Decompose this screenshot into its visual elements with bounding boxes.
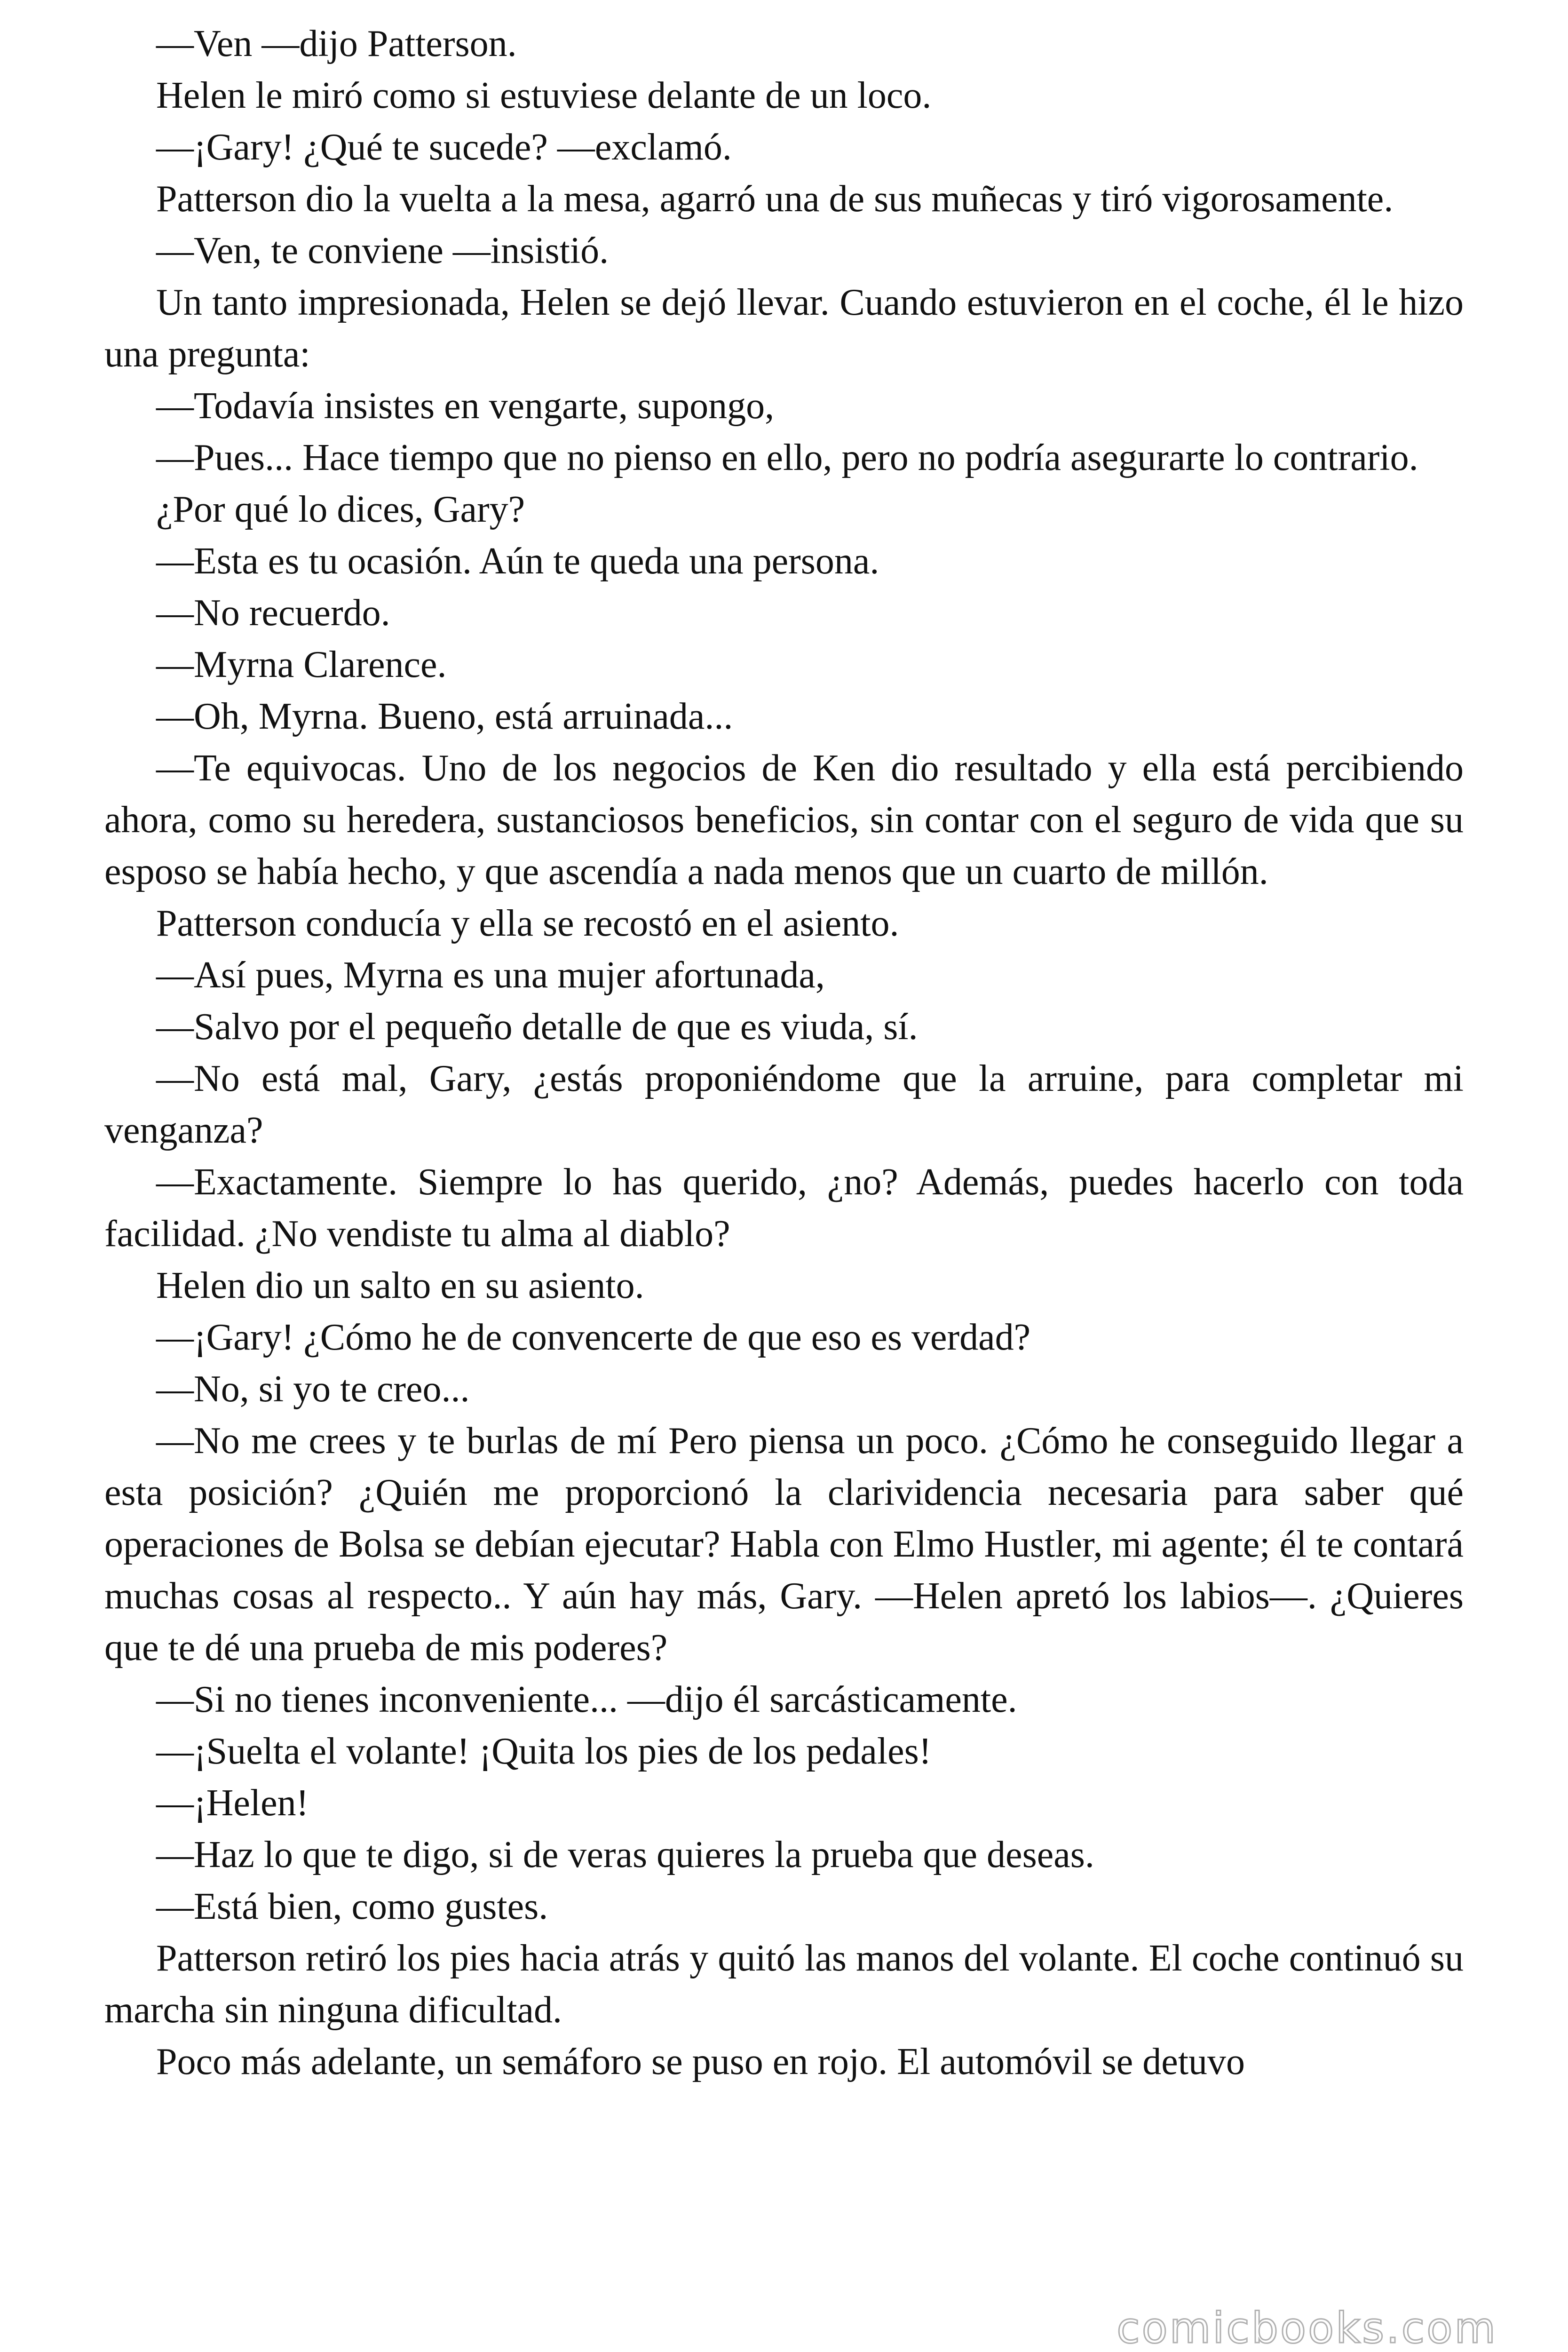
paragraph: —No está mal, Gary, ¿estás proponiéndome que la arruine, para completar mi venganza? <box>104 1058 1464 1151</box>
paragraph: —¡Suelta el volante! ¡Quita los pies de los pedales! <box>156 1731 932 1772</box>
paragraph: —No recuerdo. <box>156 592 390 634</box>
paragraph: —¡Gary! ¿Qué te sucede? —exclamó. <box>156 127 732 168</box>
paragraph: —Está bien, como gustes. <box>156 1886 548 1927</box>
paragraph: —Myrna Clarence. <box>156 644 447 685</box>
paragraph: —Haz lo que te digo, si de veras quieres la prueba que deseas. <box>156 1834 1094 1875</box>
paragraph: Helen dio un salto en su asiento. <box>156 1265 644 1306</box>
paragraph: —Así pues, Myrna es una mujer afortunada, <box>156 954 825 996</box>
paragraph: —Salvo por el pequeño detalle de que es viuda, sí. <box>156 1006 918 1048</box>
paragraph: Un tanto impresionada, Helen se dejó llevar. Cuando estuvieron en el coche, él le hizo una pregunta: <box>104 282 1464 375</box>
paragraph: —Todavía insistes en vengarte, supongo, <box>156 385 775 427</box>
paragraph: Patterson dio la vuelta a la mesa, agarró una de sus muñecas y tiró vigorosamente. <box>156 178 1394 220</box>
paragraph: —Pues... Hace tiempo que no pienso en ello, pero no podría asegurarte lo contrario. <box>156 437 1418 478</box>
paragraph: —No, si yo te creo... <box>156 1368 470 1410</box>
paragraph: —Te equivocas. Uno de los negocios de Ken dio resultado y ella está percibiendo ahora, como su heredera, sustanciosos beneficios, sin contar con el seguro de vida que su esposo se había hecho, y que ascendía a nada menos que un cuarto de millón. <box>104 747 1464 892</box>
paragraph: —Esta es tu ocasión. Aún te queda una persona. <box>156 540 879 582</box>
paragraph: Poco más adelante, un semáforo se puso en rojo. El automóvil se detuvo <box>156 2041 1245 2082</box>
paragraph: —Si no tienes inconveniente... —dijo él sarcásticamente. <box>156 1679 1017 1720</box>
paragraph: —Exactamente. Siempre lo has querido, ¿no? Además, puedes hacerlo con toda facilidad. ¿No vendiste tu alma al diablo? <box>104 1161 1464 1255</box>
paragraph: Patterson conducía y ella se recostó en el asiento. <box>156 903 899 944</box>
page-body <box>104 18 1464 2088</box>
paragraph: —Ven, te conviene —insistió. <box>156 230 609 271</box>
paragraph: Patterson retiró los pies hacia atrás y quitó las manos del volante. El coche continuó su marcha sin ninguna dificultad. <box>104 1938 1464 2031</box>
paragraph: —Oh, Myrna. Bueno, está arruinada... <box>156 696 733 737</box>
paragraph: —No me crees y te burlas de mí Pero piensa un poco. ¿Cómo he conseguido llegar a esta posición? ¿Quién me proporcionó la clarividencia necesaria para saber qué operaciones de Bolsa se debían ejecutar? Habla con Elmo Hustler, mi agente; él te contará muchas cosas al respecto.. Y aún hay más, Gary. —Helen apretó los labios—. ¿Quieres que te dé una prueba de mis poderes? <box>104 1420 1464 1669</box>
paragraph: —¡Helen! <box>156 1782 309 1824</box>
watermark: comicbooks.com <box>1117 2304 1497 2352</box>
paragraph: Helen le miró como si estuviese delante de un loco. <box>156 75 932 116</box>
paragraph: —Ven —dijo Patterson. <box>156 23 517 64</box>
paragraph: —¡Gary! ¿Cómo he de convencerte de que eso es verdad? <box>156 1317 1031 1358</box>
paragraph: ¿Por qué lo dices, Gary? <box>156 489 525 530</box>
